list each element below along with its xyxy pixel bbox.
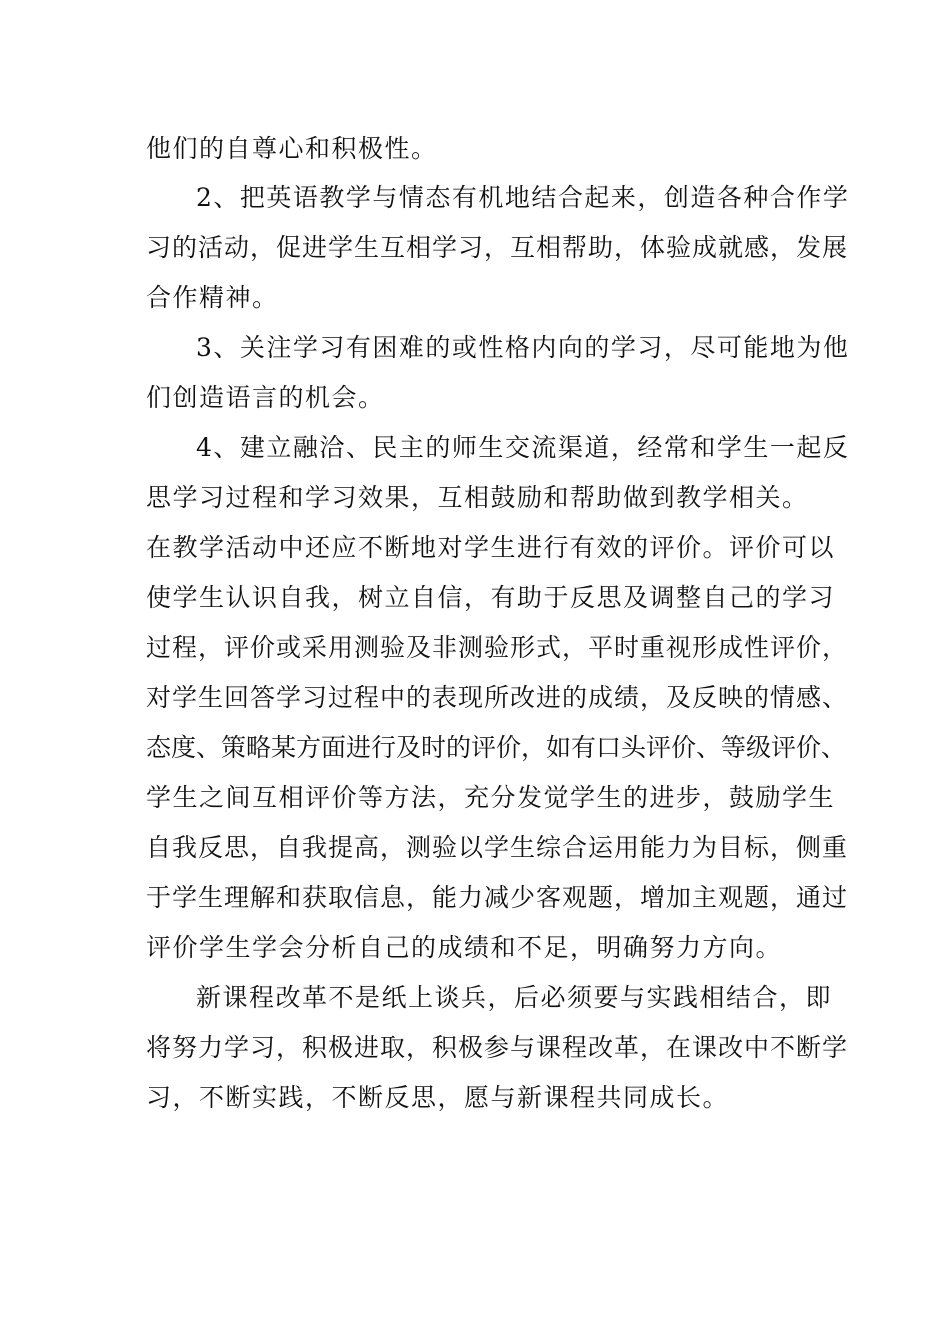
text-line: 习的活动，促进学生互相学习，互相帮助，体验成就感，发展 — [146, 233, 849, 262]
text-line: 他们的自尊心和积极性。 — [146, 134, 438, 163]
text-line: 思学习过程和学习效果，互相鼓励和帮助做到教学相关。 — [146, 483, 809, 512]
text-line: 合作精神。 — [146, 283, 279, 312]
text-line: 自我反思，自我提高，测验以学生综合运用能力为目标，侧重 — [146, 833, 849, 862]
text-line: 4、建立融洽、民主的师生交流渠道，经常和学生一起反 — [196, 433, 850, 462]
text-line: 于学生理解和获取信息，能力减少客观题，增加主观题，通过 — [146, 883, 849, 912]
text-line: 新课程改革不是纸上谈兵，后必须要与实践相结合，即 — [196, 983, 833, 1012]
text-line: 在教学活动中还应不断地对学生进行有效的评价。评价可以 — [146, 533, 836, 562]
text-line: 2、把英语教学与情态有机地结合起来，创造各种合作学 — [196, 183, 850, 212]
text-line: 使学生认识自我，树立自信，有助于反思及调整自己的学习 — [146, 583, 836, 612]
text-line: 态度、策略某方面进行及时的评价，如有口头评价、等级评价、 — [146, 733, 847, 762]
text-line: 习，不断实践，不断反思，愿与新课程共同成长。 — [146, 1083, 730, 1112]
text-line: 3、关注学习有困难的或性格内向的学习，尽可能地为他 — [196, 333, 850, 362]
text-line: 们创造语言的机会。 — [146, 383, 385, 412]
text-line: 评价学生学会分析自己的成绩和不足，明确努力方向。 — [146, 933, 783, 962]
text-line: 学生之间互相评价等方法，充分发觉学生的进步，鼓励学生 — [146, 783, 836, 812]
text-line: 过程，评价或采用测验及非测验形式，平时重视形成性评价， — [146, 633, 849, 662]
text-line: 将努力学习，积极进取，积极参与课程改革，在课改中不断学 — [146, 1033, 849, 1062]
text-line: 对学生回答学习过程中的表现所改进的成绩，及反映的情感、 — [146, 683, 849, 712]
